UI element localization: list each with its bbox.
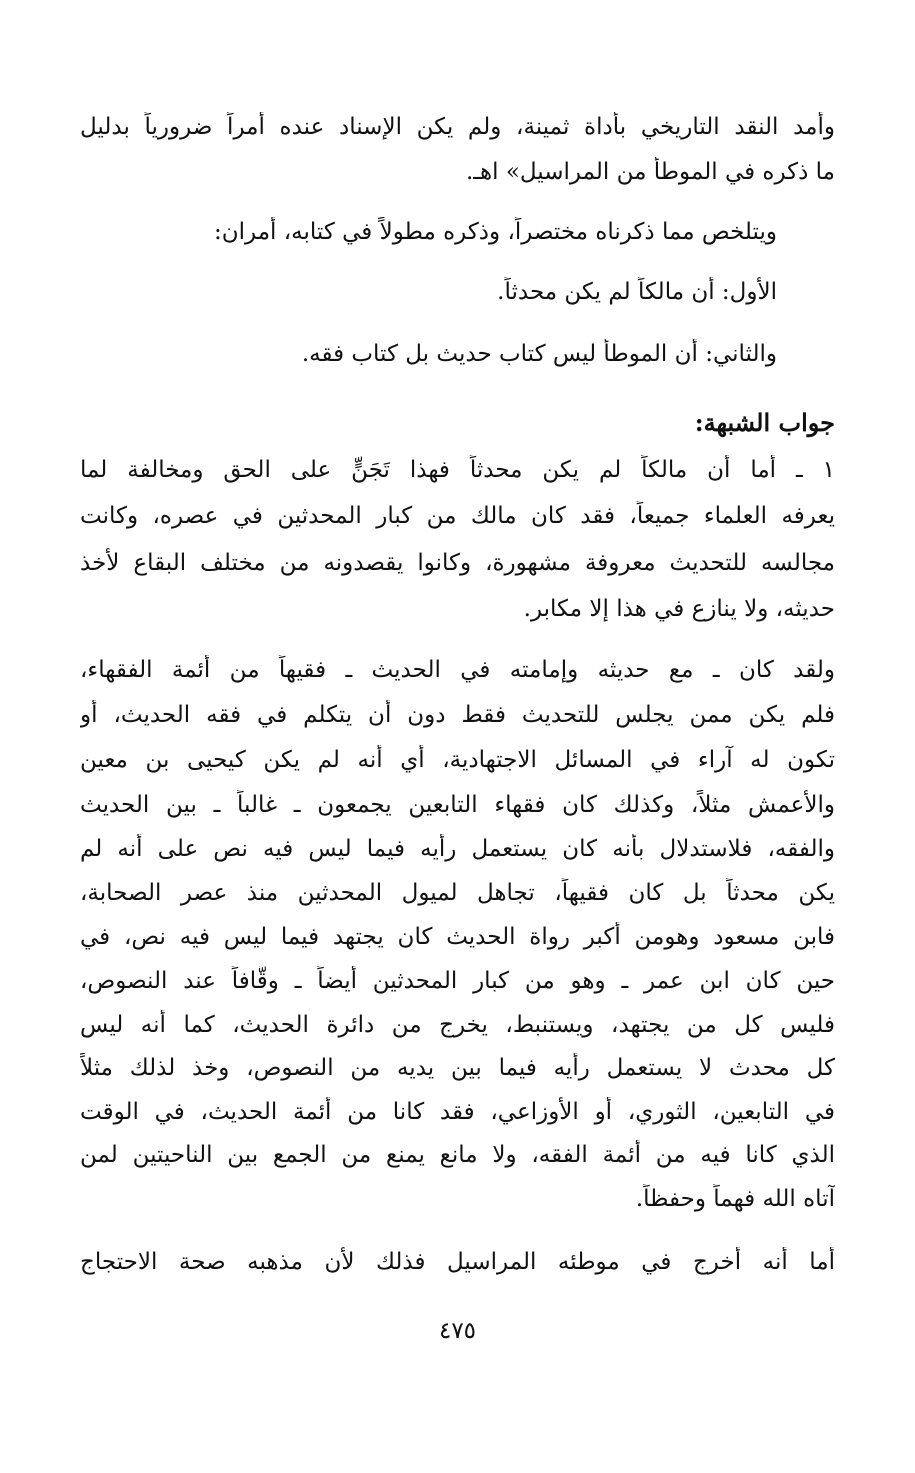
text-line: في التابعين، الثوري، أو الأوزاعي، فقد كانا من أئمة الحديث، في الوقت [80,1099,835,1125]
section-heading: جواب الشبهة: [694,408,835,437]
text-line: مجالسه للتحديث معروفة مشهورة، وكانوا يقصدونه من مختلف البقاع لأخذ [80,550,835,576]
text-line: ١ ـ أما أن مالكاً لم يكن محدثاً فهذا تَجَنٍّ على الحق ومخالفة لما [80,457,835,483]
text-line: الذي كانا فيه من أئمة الفقه، ولا مانع يمنع من الجمع بين الناحيتين لمن [80,1142,835,1168]
text-line: آتاه الله فهماً وحفظاً. [635,1186,835,1212]
text-line: يكن محدثاً بل كان فقيهاً، تجاهل لميول المحدثين منذ عصر الصحابة، [80,880,835,906]
text-line: ويتلخص مما ذكرناه مختصراً، وذكره مطولاً في كتابه، أمران: [214,219,777,245]
text-line: فليس كل من يجتهد، ويستنبط، يخرج من دائرة الحديث، كما أنه ليس [80,1012,835,1038]
text-line: حين كان ابن عمر ـ وهو من كبار المحدثين أيضاً ـ وقَّافاً عند النصوص، [80,968,835,994]
text-line: تكون له آراء في المسائل الاجتهادية، أي أنه لم يكن كيحيى بن معين [80,747,835,773]
text-line: والفقه، فلاستدلال بأنه كان يستعمل رأيه فيما ليس فيه نص على أنه لم [80,836,835,862]
text-line: وأمد النقد التاريخي بأداة ثمينة، ولم يكن الإسناد عنده أمراً ضرورياً بدليل [80,114,835,140]
text-line: ولقد كان ـ مع حديثه وإمامته في الحديث ـ فقيهاً من أئمة الفقهاء، [80,657,835,683]
text-line: والأعمش مثلاً، وكذلك كان فقهاء التابعين يجمعون ـ غالباً ـ بين الحديث [80,792,835,818]
list-item: والثاني: أن الموطأ ليس كتاب حديث بل كتاب فقه. [301,341,777,367]
text-line: فابن مسعود وهومن أكبر رواة الحديث كان يجتهد فيما ليس فيه نص، في [80,924,835,950]
text-line: فلم يكن ممن يجلس للتحديث فقط دون أن يتكلم في فقه الحديث، أو [80,702,835,728]
page-number: ٤٧٥ [438,1318,477,1344]
list-item: الأول: أن مالكاً لم يكن محدثاً. [497,279,777,305]
text-line: ما ذكره في الموطأ من المراسيل» اهـ. [465,159,835,185]
text-line: أما أنه أخرج في موطئه المراسيل فذلك لأن مذهبه صحة الاحتجاج [80,1249,835,1275]
text-line: حديثه، ولا ينازع في هذا إلا مكابر. [523,596,835,622]
text-line: يعرفه العلماء جميعاً، فقد كان مالك من كبار المحدثين في عصره، وكانت [80,503,835,529]
text-line: كل محدث لا يستعمل رأيه فيما بين يديه من النصوص، وخذ لذلك مثلاً [80,1055,835,1081]
